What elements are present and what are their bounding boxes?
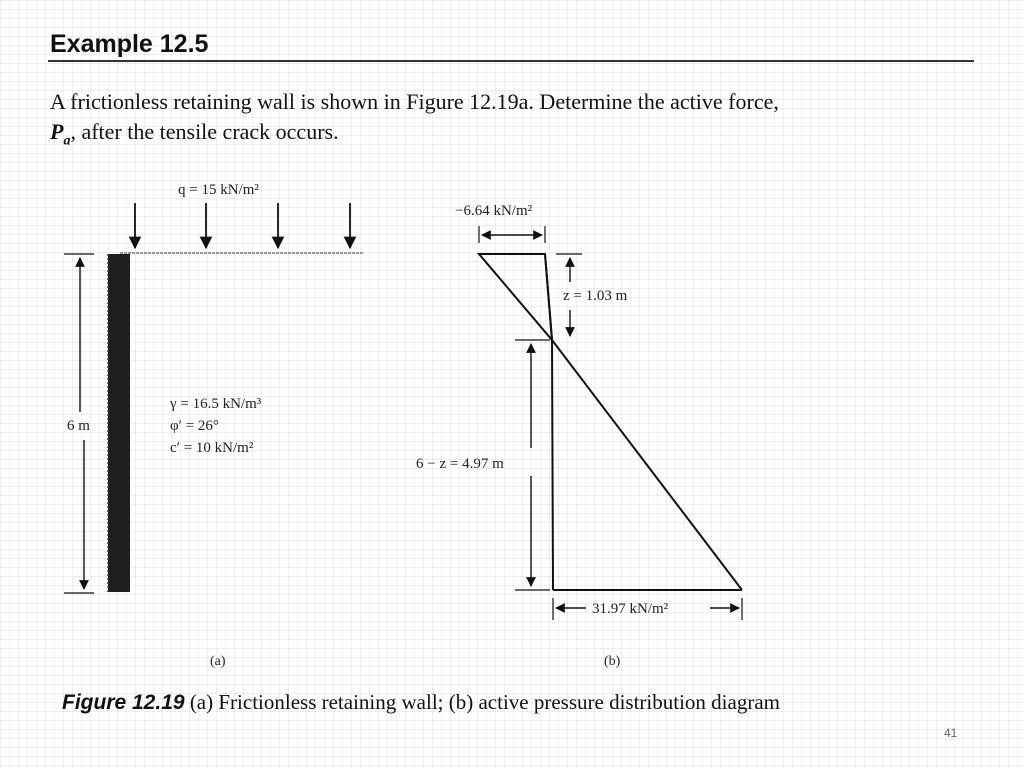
tension-zone-triangle (479, 254, 552, 340)
unit-weight-label: γ = 16.5 kN/m³ (170, 396, 262, 412)
figure-b (416, 203, 742, 669)
height-label: 6 m (67, 418, 90, 434)
figure-number: Figure 12.19 (62, 691, 185, 714)
friction-angle-label: φ′ = 26° (170, 418, 219, 434)
crack-depth-label: z = 1.03 m (563, 288, 628, 304)
lower-depth-label: 6 − z = 4.97 m (416, 456, 504, 472)
bottom-pressure-label: 31.97 kN/m² (592, 601, 669, 617)
retaining-wall (108, 254, 130, 592)
surcharge-arrows (135, 203, 350, 248)
problem-text-2: , after the tensile crack occurs. (70, 119, 339, 144)
figure-b-label: (b) (604, 654, 621, 669)
slide-title: Example 12.5 (50, 30, 209, 58)
active-force-symbol: $P_a$ (50, 119, 71, 149)
pressure-line (552, 340, 742, 590)
caption-text: (a) Frictionless retaining wall; (b) active pressure distribution diagram (184, 690, 780, 714)
figure-caption (62, 690, 780, 715)
surcharge-label: q = 15 kN/m² (178, 182, 259, 198)
figure-a (64, 182, 364, 669)
figure-a-label: (a) (210, 654, 226, 669)
wall-back-lower (552, 340, 553, 590)
wall-back-upper (545, 254, 552, 340)
cohesion-label: c′ = 10 kN/m² (170, 440, 254, 456)
top-pressure-label: −6.64 kN/m² (455, 203, 533, 219)
problem-text-1: A frictionless retaining wall is shown in Figure 12.19a. Determine the active force, (50, 89, 779, 114)
page-number: 41 (944, 726, 958, 740)
